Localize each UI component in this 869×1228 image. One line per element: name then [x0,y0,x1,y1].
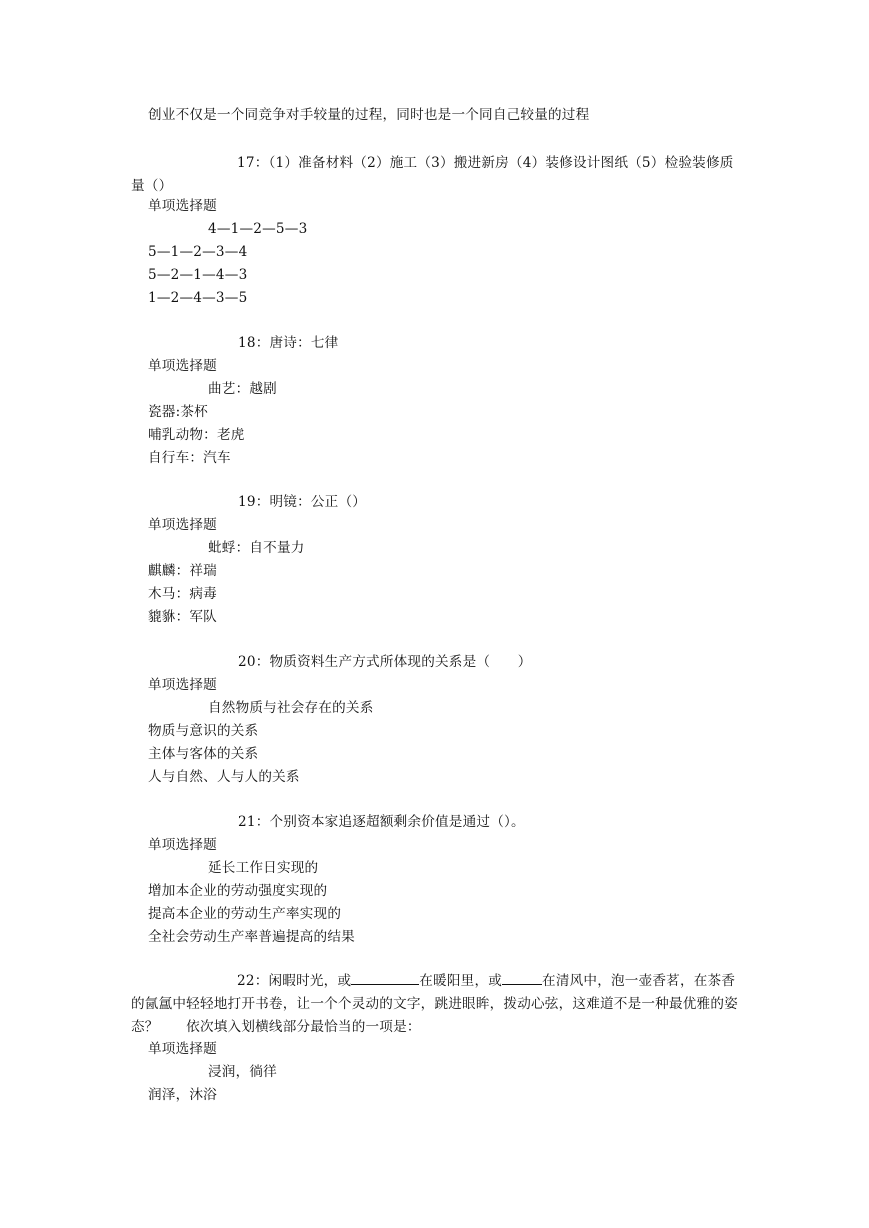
question-20-type: 单项选择题 [148,677,217,693]
question-21-option-d: 全社会劳动生产率普遍提高的结果 [148,929,355,945]
question-21-option-b: 增加本企业的劳动强度实现的 [148,883,328,899]
question-21-option-a: 延长工作日实现的 [208,860,319,876]
question-17-option-c: 5—2—1—4—3 [148,267,248,283]
question-18-option-a: 曲艺：越剧 [208,381,277,397]
question-18-option-c: 哺乳动物：老虎 [148,427,245,443]
question-17-option-b: 5—1—2—3—4 [148,244,248,260]
question-17-stem: 17：（1）准备材料（2）施工（3）搬进新房（4）装修设计图纸（5）检验装修质量（） [131,155,734,194]
question-22-stem-part1: 22：闲暇时光，或 [237,973,352,989]
question-18-option-b: 瓷器:茶杯 [148,404,208,420]
question-20-option-c: 主体与客体的关系 [148,746,259,762]
question-22-stem [131,970,741,1039]
question-22-stem-part3: 在清风中，泡一壶香茗，在茶香的氤氲中轻轻地打开书卷，让一个个灵动的文字，跳进眼眸，拨动心弦，这难道不是一种最优雅的姿态？ 依次填入划横线部分最恰当的一项是： [131,973,738,1035]
fill-blank-2 [502,970,542,985]
question-19-option-a: 蚍蜉：自不量力 [208,540,305,556]
question-20-stem: 20：物质资料生产方式所体现的关系是（ ） [238,654,532,670]
question-19-type: 单项选择题 [148,517,217,533]
fill-blank-1 [351,970,419,985]
question-20-option-b: 物质与意识的关系 [148,723,259,739]
question-19-stem: 19：明镜：公正（） [238,494,367,510]
question-17-type: 单项选择题 [148,198,217,214]
question-21-stem: 21：个别资本家追逐超额剩余价值是通过（）。 [238,814,525,830]
question-21-option-c: 提高本企业的劳动生产率实现的 [148,906,342,922]
question-21-type: 单项选择题 [148,837,217,853]
question-20-option-d: 人与自然、人与人的关系 [148,769,300,785]
question-22-type: 单项选择题 [148,1041,217,1057]
question-22-option-b: 润泽，沐浴 [148,1087,217,1103]
question-19-option-d: 貔貅：军队 [148,609,217,625]
question-19-option-b: 麒麟：祥瑞 [148,563,217,579]
intro-text: 创业不仅是一个同竞争对手较量的过程，同时也是一个同自己较量的过程 [148,107,590,123]
question-17-option-a: 4—1—2—5—3 [208,221,308,237]
question-17-option-d: 1—2—4—3—5 [148,290,248,306]
question-22-option-a: 浸润，徜徉 [208,1064,277,1080]
question-18-option-d: 自行车：汽车 [148,450,231,466]
question-22-stem-part2: 在暖阳里，或 [419,973,503,989]
question-19-option-c: 木马：病毒 [148,586,217,602]
question-18-stem: 18：唐诗：七律 [238,335,339,351]
question-18-type: 单项选择题 [148,358,217,374]
question-20-option-a: 自然物质与社会存在的关系 [208,700,374,716]
